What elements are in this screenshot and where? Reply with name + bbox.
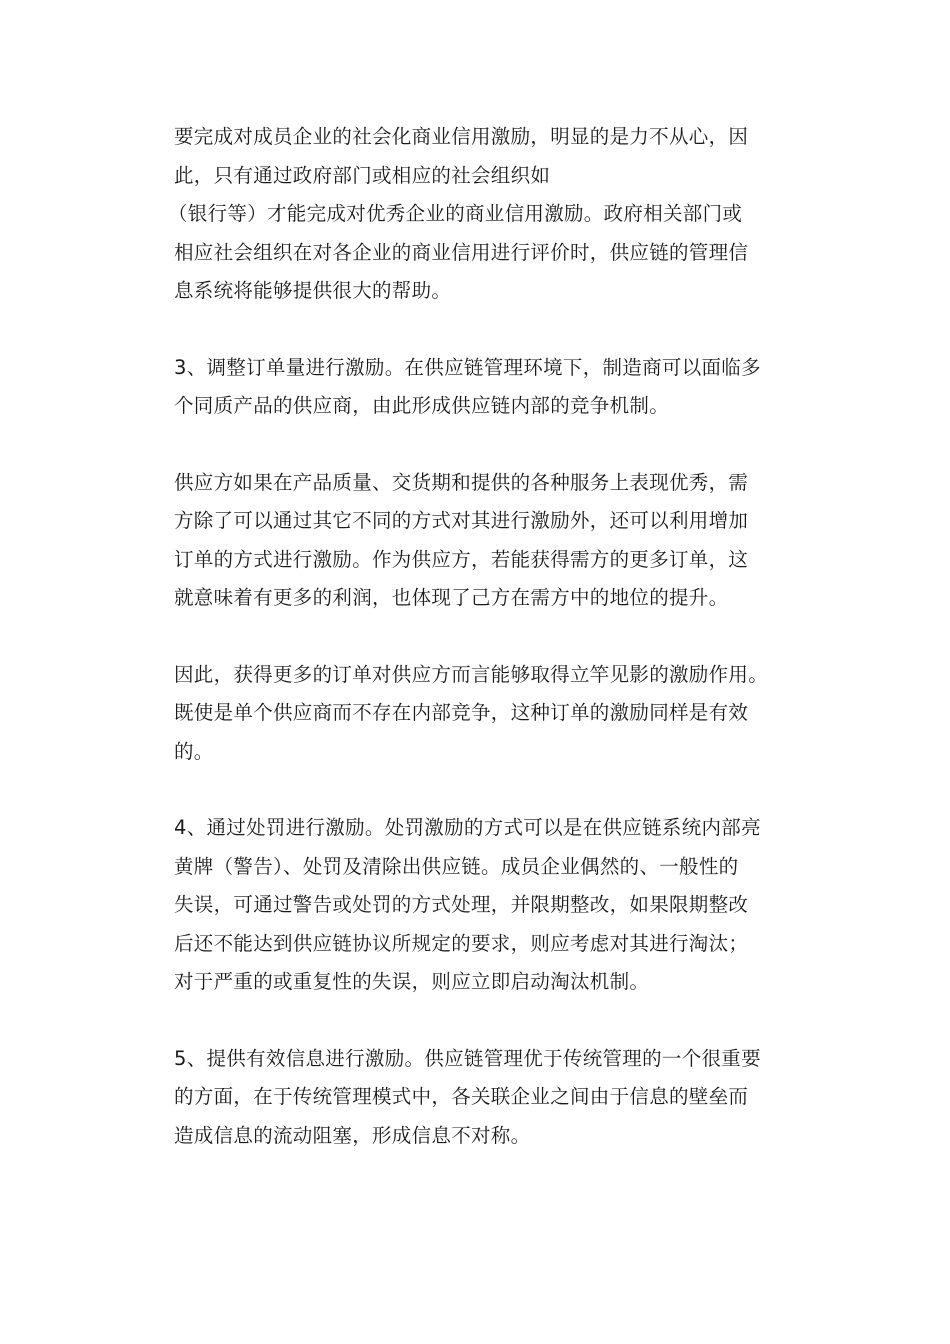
text-line: 的方面，在于传统管理模式中，各关联企业之间由于信息的壁垒而 bbox=[174, 1085, 749, 1108]
text-line: 4、通过处罚进行激励。处罚激励的方式可以是在供应链系统内部亮 bbox=[174, 816, 761, 839]
text-line: 就意味着有更多的利润，也体现了己方在需方中的地位的提升。 bbox=[174, 586, 729, 609]
text-line: 订单的方式进行激励。作为供应方，若能获得需方的更多订单，这 bbox=[174, 547, 749, 571]
text-line: 要完成对成员企业的社会化商业信用激励，明显的是力不从心，因 bbox=[174, 125, 749, 148]
text-line: 方除了可以通过其它不同的方式对其进行激励外，还可以利用增加 bbox=[174, 509, 749, 532]
text-line: 因此，获得更多的订单对供应方而言能够取得立竿见影的激励作用。 bbox=[174, 662, 769, 686]
text-line: 相应社会组织在对各企业的商业信用进行评价时，供应链的管理信 bbox=[174, 240, 749, 264]
text-line: 既使是单个供应商而不存在内部竞争，这种订单的激励同样是有效 bbox=[174, 701, 749, 724]
paragraph-credit-incentive bbox=[168, 118, 778, 311]
paragraph-spacer bbox=[174, 771, 778, 809]
text-line: 失误，可通过警告或处罚的方式处理，并限期整改，如果限期整改 bbox=[174, 893, 749, 916]
paragraph-information-incentive bbox=[174, 1040, 778, 1156]
text-line: 供应方如果在产品质量、交货期和提供的各种服务上表现优秀，需 bbox=[174, 470, 749, 494]
paragraph-order-effect bbox=[174, 656, 778, 772]
text-line: 造成信息的流动阻塞，形成信息不对称。 bbox=[174, 1123, 531, 1147]
text-line: （银行等）才能完成对优秀企业的商业信用激励。政府相关部门或 bbox=[168, 202, 743, 225]
paragraph-supplier-performance bbox=[174, 464, 778, 618]
paragraph-penalty-incentive bbox=[174, 809, 778, 1002]
text-line: 的。 bbox=[174, 739, 214, 763]
text-line: 黄牌（警告）、处罚及清除出供应链。成员企业偶然的、一般性的 bbox=[174, 854, 739, 878]
text-line: 此，只有通过政府部门或相应的社会组织如 bbox=[174, 163, 551, 187]
paragraph-spacer bbox=[174, 618, 778, 656]
document-body bbox=[168, 118, 778, 1155]
text-line: 3、调整订单量进行激励。在供应链管理环境下，制造商可以面临多 bbox=[174, 355, 761, 379]
text-line: 息系统将能够提供很大的帮助。 bbox=[174, 279, 452, 302]
paragraph-spacer bbox=[174, 1002, 778, 1040]
paragraph-spacer bbox=[174, 426, 778, 464]
paragraph-spacer bbox=[174, 311, 778, 349]
text-line: 个同质产品的供应商，由此形成供应链内部的竞争机制。 bbox=[174, 394, 670, 417]
text-line: 后还不能达到供应链协议所规定的要求，则应考虑对其进行淘汰； bbox=[174, 931, 749, 955]
text-line: 5、提供有效信息进行激励。供应链管理优于传统管理的一个很重要 bbox=[174, 1046, 761, 1070]
text-line: 对于严重的或重复性的失误，则应立即启动淘汰机制。 bbox=[174, 970, 650, 993]
paragraph-order-volume bbox=[174, 349, 778, 426]
